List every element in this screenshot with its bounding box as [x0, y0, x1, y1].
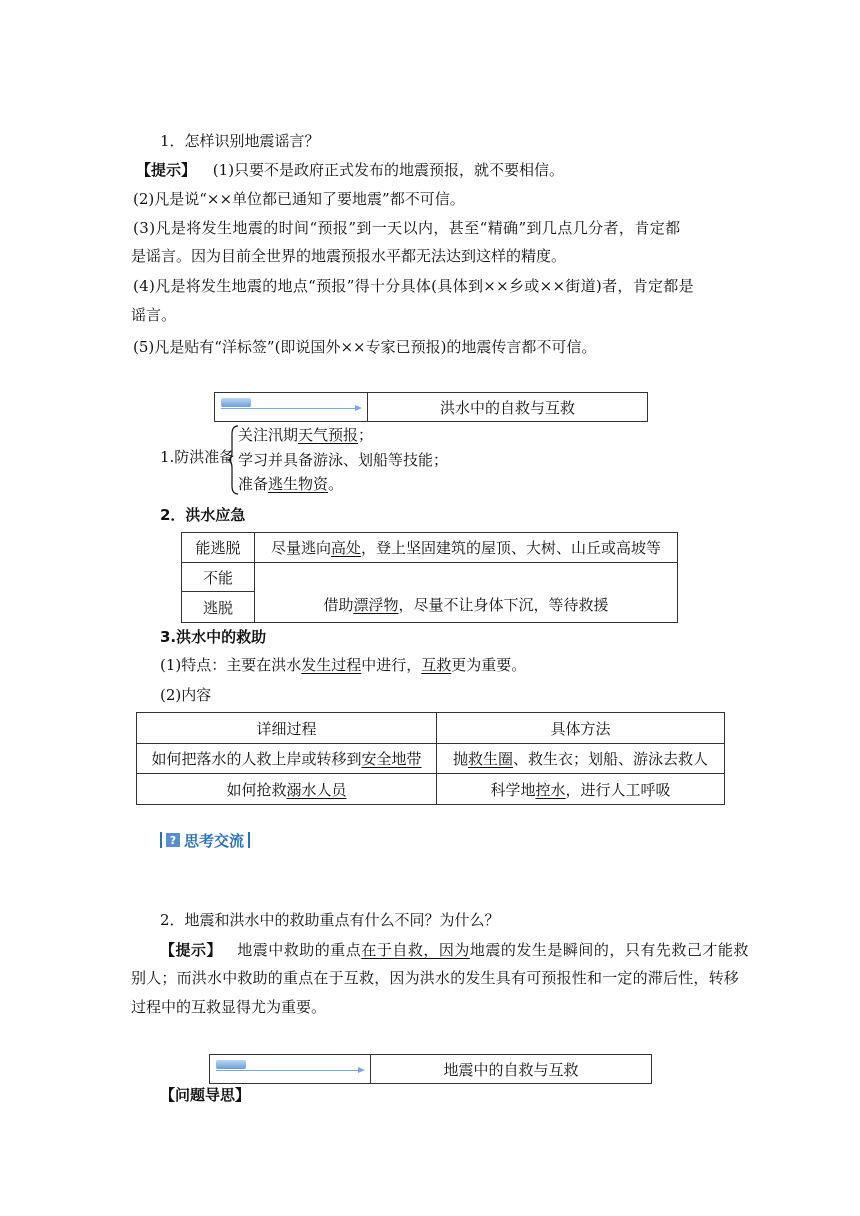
- point-5: (5)凡是贴有“洋标签”(即说国外××专家已预报)的地震传言都不可信。: [133, 338, 597, 356]
- arrow-line: [216, 1070, 358, 1071]
- arrow-line: [221, 408, 355, 409]
- rescue-table: [136, 712, 725, 805]
- prep-keyword-weather: 天气预报: [298, 426, 359, 444]
- arrow-icon: [358, 1067, 365, 1073]
- header-process: 详细过程: [137, 713, 437, 744]
- tip-2-line-2: 别人；而洪水中救助的重点在于互救，因为洪水的发生具有可预报性和一定的滞后性，转移: [131, 969, 740, 987]
- process-1: 如何把落水的人救上岸或转移到安全地带: [137, 744, 437, 774]
- think-label: 思考交流: [184, 831, 245, 850]
- tip-label: 【提示】: [136, 161, 197, 179]
- tip-label: 【提示】: [160, 941, 223, 959]
- emergency-heading: 2．洪水应急: [160, 506, 246, 524]
- tag-icon: [221, 398, 251, 407]
- question-1: 1．怎样识别地震谣言？: [160, 132, 320, 150]
- label-escape: 逃脱: [182, 592, 255, 623]
- point-4-line-1: (4)凡是将发生地震的地点“预报”得十分具体(具体到××乡或××街道)者，肯定都是: [133, 277, 694, 295]
- can-escape-action: 尽量逃向高处，登上坚固建筑的屋顶、大树、山丘或高坡等: [255, 533, 678, 563]
- process-2: 如何抢救溺水人员: [137, 774, 437, 805]
- guide-label: 【问题导思】: [160, 1086, 251, 1104]
- prep-keyword-supplies: 逃生物资: [268, 475, 329, 493]
- point-3-line-2: 是谣言。因为目前全世界的地震预报水平都无法达到这样的精度。: [131, 247, 567, 265]
- think-exchange-header: [160, 831, 250, 849]
- cannot-escape-action: 借助漂浮物，尽量不让身体下沉，等待救援: [255, 563, 678, 623]
- banner-title: 洪水中的自救与互救: [439, 398, 575, 417]
- banner-tag: [215, 393, 368, 421]
- tip-text: (1)只要不是政府正式发布的地震预报，就不要相信。: [212, 161, 565, 179]
- point-3-line-1: (3)凡是将发生地震的时间“预报”到一天以内，甚至“精确”到几点几分者，肯定都: [133, 219, 681, 237]
- label-can-escape: 能逃脱: [182, 533, 255, 563]
- prep-item-1: 关注汛期天气预报；: [238, 426, 374, 444]
- arrow-icon: [355, 405, 362, 411]
- tip-1: [136, 160, 564, 180]
- emergency-table: [181, 532, 678, 623]
- point-4-line-2: 谣言。: [131, 306, 177, 324]
- method-1: 抛救生圈、救生衣；划船、游泳去救人: [437, 744, 725, 774]
- rescue-heading: 3.洪水中的救助: [160, 628, 267, 646]
- tip-2-line-1: 【提示】 地震中救助的重点在于自救，因为地震的发生是瞬间的，只有先救己才能救: [160, 941, 749, 959]
- bar-icon: [160, 832, 162, 848]
- question-2: 2．地震和洪水中的救助重点有什么不同？为什么？: [160, 911, 500, 929]
- label-cannot: 不能: [182, 563, 255, 592]
- prep-item-3: 准备逃生物资。: [238, 475, 344, 493]
- banner-tag: [210, 1055, 371, 1083]
- rescue-feature: (1)特点：主要在洪水发生过程中进行，互救更为重要。: [160, 656, 527, 674]
- rescue-content-label: (2)内容: [160, 686, 212, 704]
- banner-title: 地震中的自救与互救: [443, 1060, 579, 1079]
- knowledge-banner-earthquake: [209, 1054, 652, 1084]
- knowledge-banner-flood: [214, 392, 648, 422]
- bar-icon: [248, 832, 250, 848]
- flood-prep-label: 1.防洪准备: [160, 448, 235, 466]
- point-2: (2)凡是说“××单位都已通知了要地震”都不可信。: [133, 190, 465, 208]
- tag-icon: [216, 1060, 246, 1069]
- header-method: 具体方法: [437, 713, 725, 744]
- question-icon: ?: [166, 833, 180, 847]
- method-2: 科学地控水，进行人工呼吸: [437, 774, 725, 805]
- tip-2-line-3: 过程中的互救显得尤为重要。: [131, 998, 327, 1016]
- prep-item-2: 学习并具备游泳、划船等技能；: [238, 451, 449, 469]
